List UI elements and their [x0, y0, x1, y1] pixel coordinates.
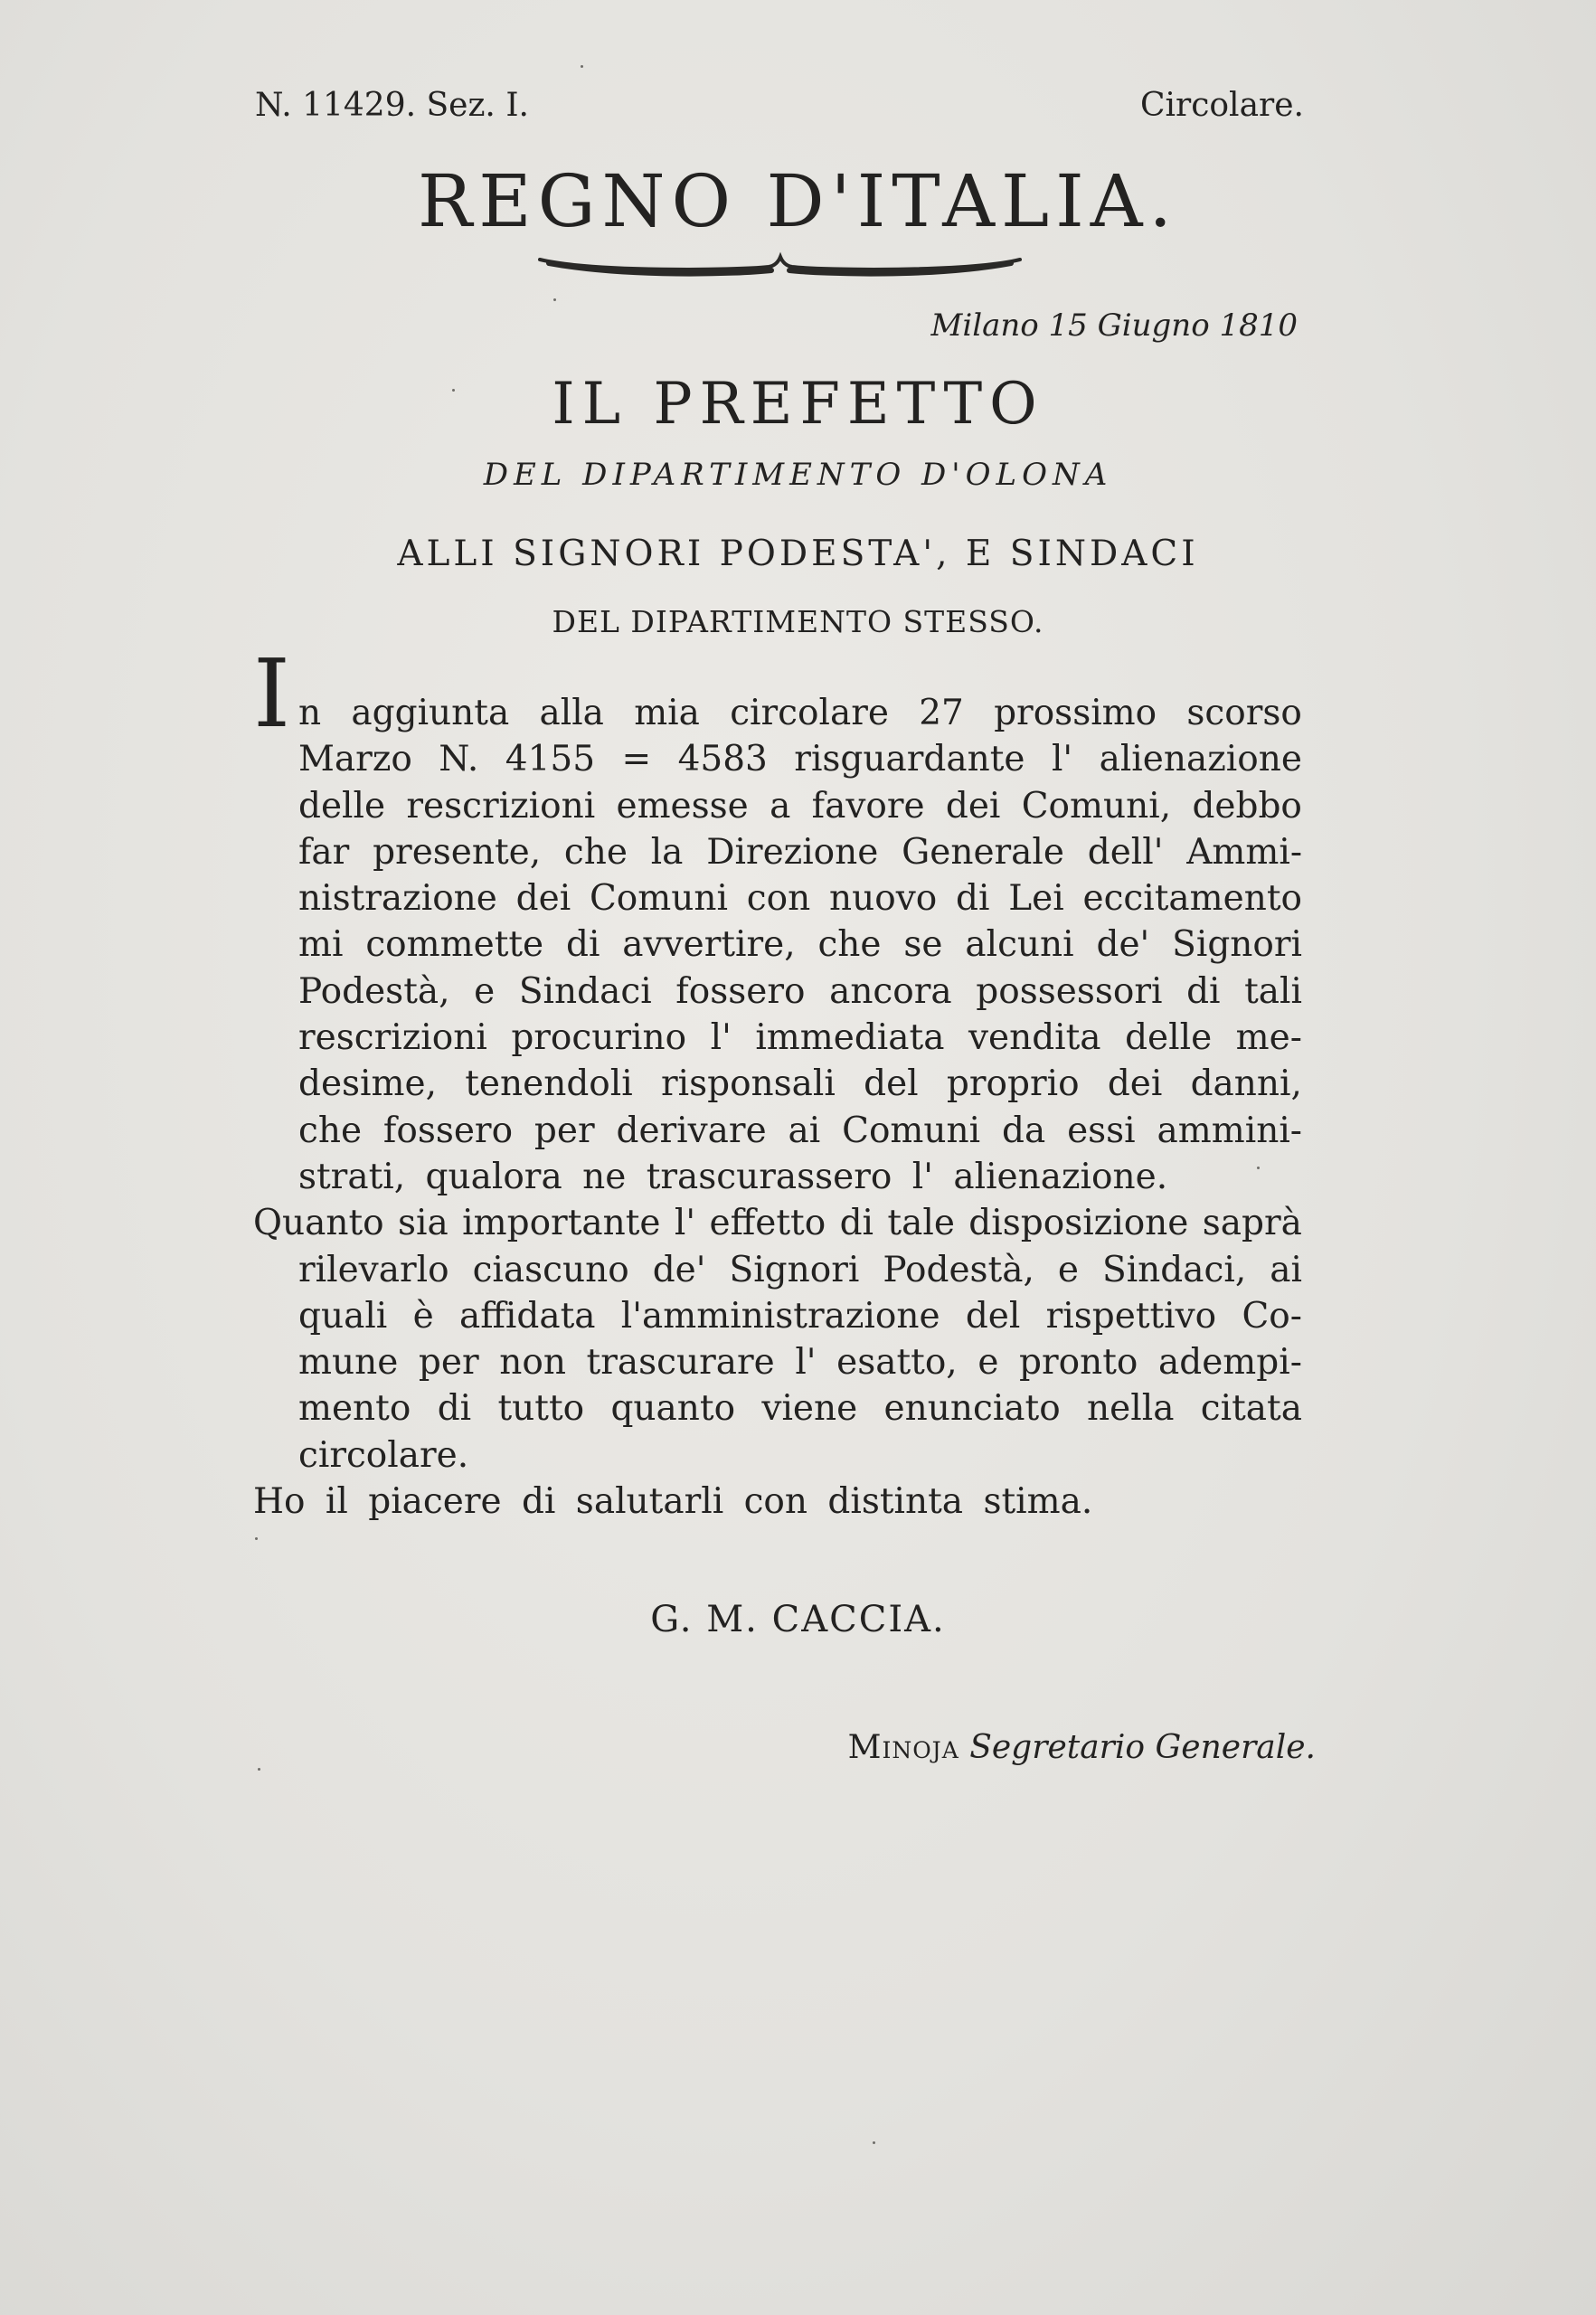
body-line: Marzo N. 4155 = 4583 risguardante l' alienazione — [298, 739, 1302, 780]
secretary-line — [848, 1729, 1316, 1766]
body-line: desime, tenendoli risponsali del proprio dei danni, — [298, 1063, 1302, 1105]
body-line: mento di tutto quanto viene enunciato nella citata — [298, 1388, 1302, 1430]
place-and-date: Milano 15 Giugno 1810 — [930, 307, 1298, 344]
body-line: delle rescrizioni emesse a favore dei Comuni, debbo — [298, 785, 1302, 827]
body-line: strati, qualora ne trascurassero l' alienazione. — [298, 1156, 1168, 1197]
paper-speck — [258, 1768, 260, 1771]
body-line: Quanto sia importante l' effetto di tale disposizione saprà — [253, 1203, 1302, 1244]
kingdom-title: REGNO D'ITALIA. — [418, 159, 1178, 243]
body-line: nistrazione dei Comuni con nuovo di Lei eccitamento — [298, 878, 1302, 920]
body-line: mi commette di avvertire, che se alcuni de' Signori — [298, 924, 1302, 966]
body-line: circolare. — [298, 1434, 469, 1476]
prefect-signature: G. M. CACCIA. — [650, 1599, 946, 1640]
body-line: far presente, che la Direzione Generale dell' Ammi- — [298, 831, 1302, 873]
body-line: n aggiunta alla mia circolare 27 prossimo scorso — [298, 693, 1302, 733]
paper-speck — [873, 2141, 875, 2144]
circular-number: N. 11429. Sez. I. — [255, 87, 529, 124]
addressee-line-2: DEL DIPARTIMENTO STESSO. — [552, 604, 1044, 639]
secretary-name: Minoja — [847, 1729, 959, 1766]
document-type: Circolare. — [1139, 87, 1304, 124]
secretary-role: Segretario Generale. — [969, 1729, 1316, 1766]
body-line: Podestà, e Sindaci fossero ancora possessori di tali — [298, 970, 1302, 1012]
body-line: mune per non trascurare l' esatto, e pronto adempi- — [298, 1342, 1302, 1384]
body-line: Ho il piacere di salutarli con distinta stima. — [253, 1481, 1093, 1523]
body-text — [253, 690, 1302, 1525]
issuer-department: DEL DIPARTIMENTO D'OLONA — [483, 457, 1113, 493]
body-line: rilevarlo ciascuno de' Signori Podestà, e Sindaci, ai — [298, 1249, 1302, 1290]
paper-speck — [452, 389, 455, 392]
addressee-line-1: ALLI SIGNORI PODESTA', E SINDACI — [397, 534, 1199, 574]
drop-cap: I — [253, 638, 291, 749]
body-line: rescrizioni procurino l' immediata vendita delle me- — [298, 1017, 1302, 1059]
paper-speck — [1257, 1167, 1260, 1169]
paper-speck — [581, 65, 583, 68]
document-header — [255, 87, 1304, 141]
paper-speck — [553, 298, 556, 301]
paper-speck — [255, 1537, 258, 1540]
body-line: che fossero per derivare ai Comuni da essi ammini- — [298, 1110, 1302, 1151]
body-line: quali è affidata l'amministrazione del rispettivo Co- — [298, 1295, 1302, 1337]
issuer-title: IL PREFETTO — [552, 371, 1044, 438]
ornament-rule — [538, 249, 1022, 281]
